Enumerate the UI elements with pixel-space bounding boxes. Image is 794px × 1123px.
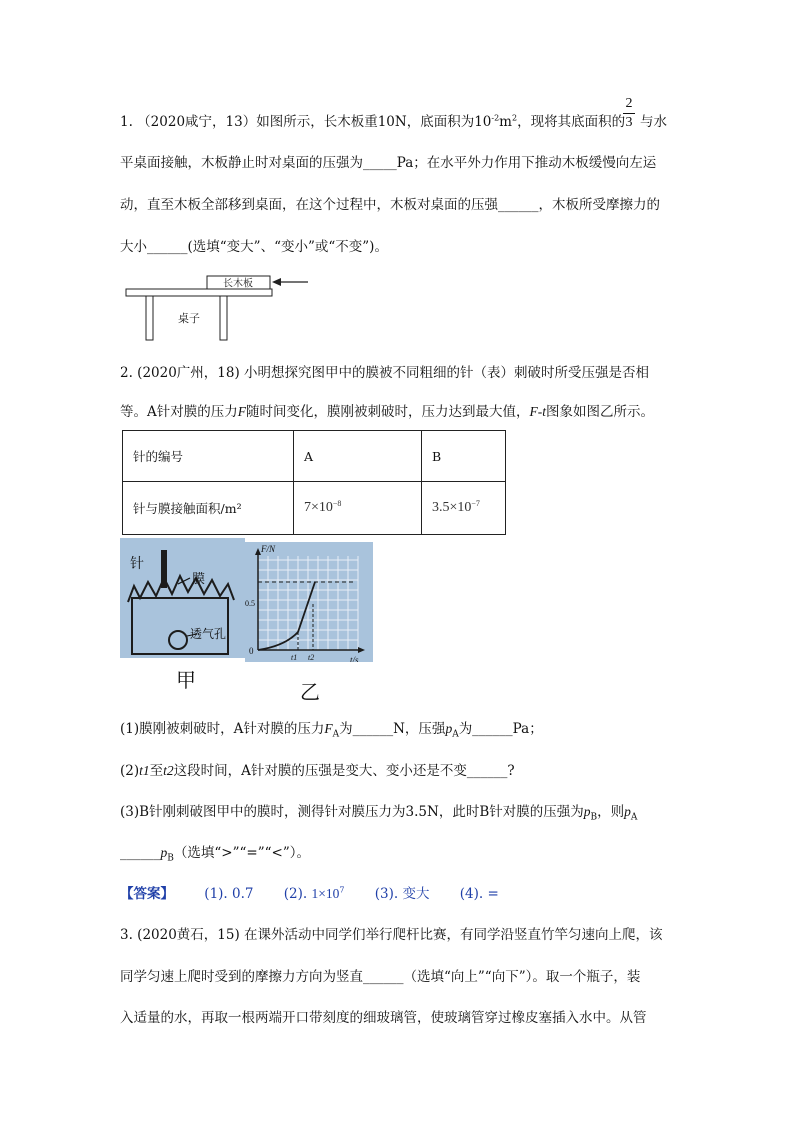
q2-line-1: 2. (2020广州，18) 小明想探究图甲中的膜被不同粗细的针（表）刺破时所受压强是否相 bbox=[120, 365, 650, 381]
q1-line-1: 1. （2020咸宁，13）如图所示，长木板重10N，底面积为$10^{-2}m^2$，现将其底面积的 bbox=[120, 113, 626, 130]
q1-line-4: 大小______(选填“变大”、“变小”或“不变”)。 bbox=[120, 239, 388, 255]
q2-sub3: (3)B针刚刺破图甲中的膜时，测得针对膜压力为3.5N，此时B针对膜的压强为$p_B$，则$p_A$ bbox=[120, 804, 638, 823]
q2-line-2: 等。A针对膜的压力F随时间变化，膜刚被刺破时，压力达到最大值，F-t图象如图乙所示。 bbox=[120, 404, 654, 420]
needle-rod bbox=[161, 550, 167, 588]
figure-yi-photo bbox=[245, 542, 373, 662]
answer-4: (4). = bbox=[459, 886, 499, 902]
x-axis-arrow-icon bbox=[358, 647, 365, 653]
header-needle-number: 针的编号 bbox=[123, 431, 294, 482]
table-leg-right bbox=[220, 296, 227, 340]
header-needle-a: A bbox=[294, 431, 422, 482]
answer-line bbox=[120, 882, 499, 902]
answer-2: (2). $1\times 10^7$ bbox=[283, 885, 345, 902]
q1-line-1-end: 与水 bbox=[640, 114, 667, 130]
q2-sub2: (2)t1至t2这段时间，A针对膜的压强是变大、变小还是不变______? bbox=[120, 763, 515, 779]
answer-key-label: 【答案】 bbox=[120, 886, 174, 902]
q3-line-2: 同学匀速上爬时受到的摩擦力方向为竖直______（选填“向上”“向下”）。取一个瓶子，装 bbox=[120, 969, 641, 985]
answer-3: (3). 变大 bbox=[374, 886, 430, 902]
film-label: 膜 bbox=[192, 572, 206, 587]
area-a: $7\times 10^{-8}$ bbox=[294, 482, 422, 535]
answer-1: (1). 0.7 bbox=[204, 886, 254, 902]
air-hole bbox=[169, 631, 187, 649]
needle-area-table bbox=[122, 430, 506, 535]
needle-label: 针 bbox=[130, 556, 144, 572]
header-needle-b: B bbox=[422, 431, 506, 482]
q3-line-1: 3. (2020黄石，15) 在课外活动中同学们举行爬杆比赛，有同学沿竖直竹竿匀速向上爬，该 bbox=[120, 927, 663, 943]
row-area-label: 针与膜接触面积/m² bbox=[123, 482, 294, 535]
push-arrow-icon bbox=[272, 278, 281, 286]
x-axis-label: t/s bbox=[350, 655, 359, 662]
jar-body bbox=[132, 598, 228, 654]
figure-jia-caption: 甲 bbox=[176, 668, 196, 692]
q3-line-3: 入适量的水，再取一根两端开口带刻度的细玻璃管，使玻璃管穿过橡皮塞插入水中。从管 bbox=[120, 1010, 647, 1026]
q2-sub1: (1)膜刚被刺破时，A针对膜的压力$F_A$为______N，压强$p_A$为______Pa； bbox=[120, 721, 543, 740]
t1-label: t1 bbox=[291, 653, 298, 662]
jar-drawing bbox=[120, 538, 245, 658]
t2-label: t2 bbox=[308, 653, 315, 662]
origin-label: 0 bbox=[249, 646, 254, 656]
table-header-row bbox=[123, 431, 506, 482]
y-tick-05: 0.5 bbox=[245, 599, 255, 608]
long-board-label: 长木板 bbox=[223, 278, 253, 290]
table-top bbox=[126, 289, 272, 296]
y-axis-label: F/N bbox=[261, 544, 276, 554]
ft-graph bbox=[245, 542, 373, 662]
fraction-two-thirds: 2 3 bbox=[623, 96, 635, 131]
table-row-area bbox=[123, 482, 506, 535]
figure-yi-caption: 乙 bbox=[300, 680, 320, 704]
q1-line-2: 平桌面接触，木板静止时对桌面的压强为_____Pa；在水平外力作用下推动木板缓慢向左运 bbox=[120, 155, 657, 171]
figure-jia-photo bbox=[120, 538, 245, 658]
air-hole-label: 透气孔 bbox=[190, 627, 227, 641]
board-table-figure bbox=[120, 270, 320, 345]
q2-sub4: $\_\_\_\_\_\_p_B$（选填“>”“=”“<”）。 bbox=[120, 845, 310, 864]
q1-line-3: 动，直至木板全部移到桌面，在这个过程中，木板对桌面的压强______，木板所受摩擦力的 bbox=[120, 197, 660, 213]
area-b: $3.5\times 10^{-7}$ bbox=[422, 482, 506, 535]
table-label: 桌子 bbox=[178, 312, 200, 325]
table-leg-left bbox=[146, 296, 153, 340]
